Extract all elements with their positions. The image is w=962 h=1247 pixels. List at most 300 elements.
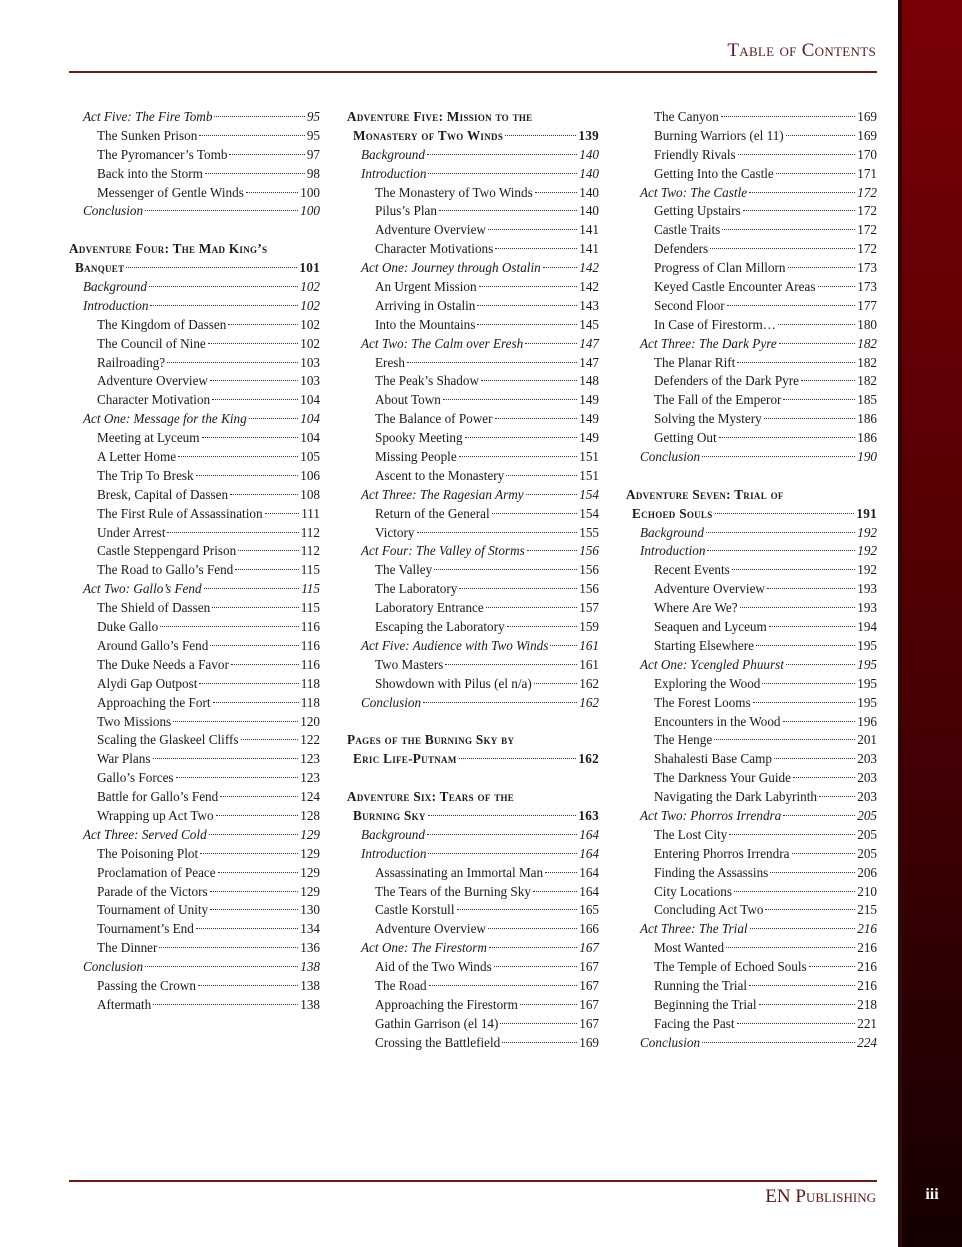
spacer [347, 713, 599, 732]
toc-entry[interactable] [626, 656, 877, 675]
toc-entry-title: Eresh [375, 354, 406, 370]
toc-entry[interactable] [69, 996, 320, 1015]
dot-leader [506, 475, 577, 476]
dot-leader [428, 815, 577, 816]
toc-entry[interactable] [69, 108, 320, 127]
toc-entry[interactable] [69, 901, 320, 920]
toc-page-number: 216 [857, 940, 877, 956]
toc-entry[interactable] [69, 542, 320, 561]
toc-page-number: 169 [857, 109, 877, 124]
toc-entry[interactable] [69, 372, 320, 391]
toc-entry[interactable] [69, 146, 320, 165]
toc-page-number: 101 [299, 260, 320, 276]
toc-entry-title: Exploring the Wood [654, 675, 761, 691]
dot-leader [702, 456, 855, 457]
toc-entry[interactable] [626, 580, 877, 599]
toc-entry[interactable] [69, 731, 320, 750]
toc-entry-title: Around Gallo’s Fend [97, 637, 209, 653]
dot-leader [434, 569, 577, 570]
toc-entry-title: Getting Upstairs [654, 203, 741, 219]
toc-entry[interactable] [626, 713, 877, 732]
toc-section-heading[interactable] [347, 127, 599, 146]
toc-entry[interactable] [347, 826, 599, 845]
toc-page-number: 205 [857, 826, 877, 842]
toc-section-heading[interactable] [347, 807, 599, 826]
dot-leader [235, 569, 298, 570]
toc-entry[interactable] [69, 184, 320, 203]
toc-entry[interactable] [347, 259, 599, 278]
toc-page-number: 173 [857, 279, 877, 295]
toc-entry[interactable] [69, 580, 320, 599]
toc-entry-title: Act Three: The Trial [640, 921, 748, 937]
toc-entry[interactable] [626, 278, 877, 297]
toc-entry-title: Getting Out [654, 430, 717, 446]
dot-leader [786, 664, 855, 665]
toc-entry[interactable] [69, 713, 320, 732]
toc-entry[interactable] [69, 561, 320, 580]
toc-entry[interactable] [347, 184, 599, 203]
toc-entry-title: Character Motivation [97, 392, 211, 408]
toc-entry[interactable] [69, 750, 320, 769]
toc-page-number: 108 [300, 486, 320, 502]
toc-entry-title: Spooky Meeting [375, 430, 463, 446]
toc-entry-title: Introduction [83, 297, 149, 313]
toc-page-number: 129 [300, 864, 320, 880]
toc-entry-title: Proclamation of Peace [97, 864, 216, 880]
dot-leader [494, 966, 577, 967]
toc-entry[interactable] [347, 429, 599, 448]
toc-entry[interactable] [347, 958, 599, 977]
toc-entry[interactable] [626, 826, 877, 845]
dot-leader [439, 210, 577, 211]
toc-entry[interactable] [626, 901, 877, 920]
toc-entry-title: Echoed Souls [632, 505, 713, 521]
toc-entry[interactable] [347, 580, 599, 599]
toc-page-number: 140 [579, 165, 599, 181]
dot-leader [445, 664, 577, 665]
dot-leader [202, 437, 299, 438]
toc-page-number: 162 [578, 751, 599, 767]
toc-entry[interactable] [69, 127, 320, 146]
dot-leader [178, 456, 298, 457]
toc-entry-title: In Case of Firestorm… [654, 316, 776, 332]
toc-entry[interactable] [626, 410, 877, 429]
dot-leader [507, 626, 578, 627]
toc-entry-title: Conclusion [83, 959, 144, 975]
toc-entry[interactable] [626, 391, 877, 410]
toc-page-number: 191 [856, 505, 877, 521]
toc-entry[interactable] [69, 467, 320, 486]
toc-entry[interactable] [347, 316, 599, 335]
dot-leader [706, 532, 855, 533]
toc-entry[interactable] [626, 731, 877, 750]
toc-entry[interactable] [347, 221, 599, 240]
toc-section-heading[interactable] [347, 788, 599, 807]
toc-entry[interactable] [626, 694, 877, 713]
toc-page-number: 104 [300, 392, 320, 408]
toc-page-number: 145 [579, 316, 599, 332]
toc-entry[interactable] [69, 429, 320, 448]
toc-page-number: 136 [300, 940, 320, 956]
dot-leader [770, 872, 855, 873]
toc-entry-title: Getting Into the Castle [654, 165, 774, 181]
toc-entry[interactable] [69, 505, 320, 524]
toc-page-number: 165 [579, 902, 599, 918]
toc-entry[interactable] [347, 996, 599, 1015]
toc-entry-title: Ascent to the Monastery [375, 467, 505, 483]
toc-entry-title: The Road [375, 977, 427, 993]
toc-entry[interactable] [69, 335, 320, 354]
toc-entry[interactable] [69, 448, 320, 467]
toc-entry[interactable] [69, 864, 320, 883]
toc-page-number: 138 [300, 959, 320, 975]
dot-leader [423, 702, 577, 703]
toc-entry[interactable] [347, 656, 599, 675]
toc-entry[interactable] [69, 694, 320, 713]
toc-entry[interactable] [626, 335, 877, 354]
toc-page-number: 173 [857, 260, 877, 276]
toc-entry[interactable] [626, 524, 877, 543]
toc-entry[interactable] [626, 429, 877, 448]
dot-leader [732, 569, 855, 570]
toc-entry[interactable] [69, 637, 320, 656]
toc-entry[interactable] [69, 391, 320, 410]
dot-leader [764, 418, 856, 419]
toc-entry[interactable] [347, 297, 599, 316]
toc-entry[interactable] [626, 977, 877, 996]
toc-section-heading[interactable] [626, 486, 877, 505]
toc-entry[interactable] [626, 221, 877, 240]
toc-page-number: 190 [857, 449, 877, 465]
dot-leader [477, 324, 577, 325]
toc-entry-title: Back into the Storm [97, 165, 203, 181]
toc-entry[interactable] [626, 675, 877, 694]
dot-leader [196, 475, 299, 476]
dot-leader [173, 721, 298, 722]
toc-page-number: 205 [857, 807, 877, 823]
toc-entry[interactable] [626, 146, 877, 165]
toc-entry[interactable] [347, 845, 599, 864]
toc-entry[interactable] [69, 618, 320, 637]
toc-page-number: 167 [579, 977, 599, 993]
toc-entry-title: Shahalesti Base Camp [654, 751, 772, 767]
toc-page-number: 151 [579, 449, 599, 465]
toc-entry[interactable] [626, 864, 877, 883]
toc-entry-title: The Pyromancer’s Tomb [97, 146, 228, 162]
dot-leader [246, 192, 298, 193]
toc-entry[interactable] [626, 637, 877, 656]
toc-entry[interactable] [347, 694, 599, 713]
toc-entry[interactable] [626, 561, 877, 580]
toc-entry[interactable] [347, 240, 599, 259]
toc-section-heading[interactable] [347, 731, 599, 750]
toc-page-number: 195 [857, 675, 877, 691]
dot-leader [145, 966, 298, 967]
toc-page-number: 97 [306, 146, 320, 162]
toc-entry-title: Act Four: The Valley of Storms [361, 543, 525, 559]
toc-entry[interactable] [626, 599, 877, 618]
toc-page-number: 116 [300, 619, 320, 635]
toc-entry-title: Conclusion [640, 1034, 701, 1050]
toc-entry-title: Burning Sky [353, 807, 426, 823]
toc-page-number: 166 [579, 921, 599, 937]
toc-entry-title: Act One: Journey through Ostalin [361, 260, 541, 276]
toc-entry-title: Second Floor [654, 297, 725, 313]
toc-page-number: 148 [579, 373, 599, 389]
toc-entry[interactable] [347, 618, 599, 637]
toc-page-number: 155 [579, 524, 599, 540]
toc-entry[interactable] [347, 939, 599, 958]
toc-entry-title: The Darkness Your Guide [654, 770, 791, 786]
dot-leader [505, 135, 576, 136]
toc-entry[interactable] [69, 354, 320, 373]
toc-entry[interactable] [626, 618, 877, 637]
toc-entry[interactable] [626, 184, 877, 203]
toc-entry[interactable] [69, 675, 320, 694]
toc-entry-title: Encounters in the Wood [654, 713, 781, 729]
dot-leader [214, 116, 304, 117]
toc-entry[interactable] [69, 807, 320, 826]
toc-entry[interactable] [626, 788, 877, 807]
dot-leader [160, 626, 299, 627]
toc-entry[interactable] [347, 524, 599, 543]
dot-leader [465, 437, 578, 438]
toc-entry[interactable] [347, 372, 599, 391]
toc-entry-title: Messenger of Gentle Winds [97, 184, 244, 200]
toc-entry[interactable] [347, 977, 599, 996]
toc-entry[interactable] [347, 561, 599, 580]
dot-leader [765, 909, 855, 910]
toc-entry[interactable] [347, 410, 599, 429]
toc-entry[interactable] [626, 297, 877, 316]
toc-page-number: 169 [579, 1034, 599, 1050]
toc-entry[interactable] [626, 996, 877, 1015]
toc-section-heading[interactable] [626, 505, 877, 524]
toc-entry[interactable] [69, 883, 320, 902]
toc-page-number: 170 [857, 146, 877, 162]
dot-leader [793, 777, 855, 778]
toc-entry[interactable] [347, 901, 599, 920]
toc-entry[interactable] [626, 316, 877, 335]
toc-entry[interactable] [347, 467, 599, 486]
toc-section-heading[interactable] [69, 259, 320, 278]
dot-leader [212, 399, 298, 400]
toc-entry-title: Adventure Overview [654, 581, 765, 597]
dot-leader [459, 758, 577, 759]
dot-leader [734, 891, 855, 892]
toc-entry-title: Castle Korstull [375, 902, 455, 918]
toc-page-number: 129 [300, 826, 320, 842]
dot-leader [231, 664, 299, 665]
toc-entry[interactable] [347, 505, 599, 524]
dot-leader [216, 815, 299, 816]
toc-entry[interactable] [347, 599, 599, 618]
toc-entry[interactable] [626, 845, 877, 864]
toc-entry-title: Act Two: The Castle [640, 184, 748, 200]
toc-page-number: 167 [579, 940, 599, 956]
toc-entry[interactable] [626, 542, 877, 561]
dot-leader [492, 513, 578, 514]
toc-entry-title: Scaling the Glaskeel Cliffs [97, 732, 239, 748]
toc-entry[interactable] [69, 920, 320, 939]
dot-leader [428, 173, 577, 174]
toc-entry[interactable] [69, 939, 320, 958]
toc-entry[interactable] [626, 259, 877, 278]
toc-page-number: 172 [857, 184, 877, 200]
toc-entry[interactable] [69, 845, 320, 864]
toc-entry[interactable] [626, 127, 877, 146]
toc-page-number: 162 [579, 675, 599, 691]
toc-section-heading[interactable] [69, 240, 320, 259]
toc-entry[interactable] [69, 826, 320, 845]
toc-entry[interactable] [347, 675, 599, 694]
toc-entry[interactable] [347, 864, 599, 883]
toc-page-number: 104 [300, 411, 320, 427]
toc-entry-title: Most Wanted [654, 940, 725, 956]
toc-entry[interactable] [69, 788, 320, 807]
toc-entry[interactable] [347, 883, 599, 902]
dot-leader [150, 305, 298, 306]
toc-page-number: 147 [579, 335, 599, 351]
toc-page-number: 186 [857, 430, 877, 446]
dot-leader [199, 683, 298, 684]
toc-entry-title: Monastery of Two Winds [353, 127, 504, 143]
toc-entry[interactable] [626, 1015, 877, 1034]
dot-leader [779, 343, 856, 344]
dot-leader [550, 645, 577, 646]
toc-entry-title: The Henge [654, 732, 713, 748]
dot-leader [459, 456, 578, 457]
toc-page-number: 216 [857, 959, 877, 975]
toc-entry[interactable] [626, 769, 877, 788]
toc-entry-title: An Urgent Mission [375, 279, 477, 295]
dot-leader [525, 343, 577, 344]
toc-entry[interactable] [347, 202, 599, 221]
page-title: Table of Contents [727, 40, 876, 61]
toc-entry[interactable] [69, 769, 320, 788]
toc-page-number: 147 [579, 354, 599, 370]
toc-page-number: 118 [300, 694, 320, 710]
toc-entry[interactable] [347, 165, 599, 184]
toc-entry[interactable] [347, 1034, 599, 1053]
page-number: iii [925, 1186, 939, 1203]
toc-entry[interactable] [69, 278, 320, 297]
toc-entry[interactable] [347, 278, 599, 297]
toc-entry[interactable] [626, 920, 877, 939]
toc-entry[interactable] [347, 354, 599, 373]
dot-leader [443, 399, 577, 400]
toc-entry[interactable] [69, 958, 320, 977]
toc-entry[interactable] [69, 599, 320, 618]
toc-page-number: 167 [579, 959, 599, 975]
toc-entry[interactable] [69, 410, 320, 429]
toc-entry[interactable] [69, 165, 320, 184]
toc-entry[interactable] [626, 807, 877, 826]
toc-entry-title: Entering Phorros Irrendra [654, 845, 790, 861]
toc-entry[interactable] [69, 486, 320, 505]
toc-page-number: 123 [300, 751, 320, 767]
toc-entry-title: The Duke Needs a Favor [97, 656, 229, 672]
toc-page-number: 129 [300, 845, 320, 861]
toc-entry-title: Escaping the Laboratory [375, 619, 505, 635]
toc-page-number: 154 [579, 505, 599, 521]
toc-entry[interactable] [626, 939, 877, 958]
toc-page-number: 182 [857, 373, 877, 389]
toc-entry-title: Defenders of the Dark Pyre [654, 373, 800, 389]
toc-page-number: 192 [857, 524, 877, 540]
toc-entry[interactable] [347, 920, 599, 939]
dot-leader [459, 588, 577, 589]
toc-entry-title: The Lost City [654, 826, 728, 842]
toc-entry[interactable] [626, 958, 877, 977]
toc-entry[interactable] [626, 165, 877, 184]
toc-entry-title: The Planar Rift [654, 354, 736, 370]
toc-page-number: 120 [300, 713, 320, 729]
dot-leader [176, 777, 299, 778]
toc-entry-title: Introduction [640, 543, 706, 559]
toc-entry[interactable] [626, 108, 877, 127]
toc-entry[interactable] [626, 448, 877, 467]
toc-page-number: 103 [300, 354, 320, 370]
toc-section-heading[interactable] [347, 108, 599, 127]
toc-entry[interactable] [347, 1015, 599, 1034]
toc-page-number: 192 [857, 562, 877, 578]
toc-entry-title: Background [361, 826, 425, 842]
dot-leader [488, 229, 577, 230]
dot-leader [710, 248, 855, 249]
toc-entry[interactable] [69, 524, 320, 543]
toc-entry[interactable] [347, 335, 599, 354]
toc-entry-title: Approaching the Fort [97, 694, 211, 710]
toc-page-number: 193 [857, 581, 877, 597]
toc-entry-title: The First Rule of Assassination [97, 505, 263, 521]
toc-entry-title: Concluding Act Two [654, 902, 764, 918]
dot-leader [527, 550, 577, 551]
toc-entry-title: War Plans [97, 751, 151, 767]
toc-section-heading[interactable] [347, 750, 599, 769]
toc-entry[interactable] [69, 656, 320, 675]
toc-entry[interactable] [626, 372, 877, 391]
toc-page-number: 157 [579, 600, 599, 616]
toc-page-number: 104 [300, 430, 320, 446]
dot-leader [543, 267, 578, 268]
toc-entry[interactable] [626, 240, 877, 259]
toc-entry[interactable] [69, 316, 320, 335]
dot-leader [738, 154, 856, 155]
dot-leader [762, 683, 855, 684]
toc-entry[interactable] [347, 542, 599, 561]
toc-entry[interactable] [626, 883, 877, 902]
toc-entry[interactable] [347, 486, 599, 505]
toc-entry[interactable] [347, 391, 599, 410]
dot-leader [756, 645, 855, 646]
toc-entry[interactable] [626, 354, 877, 373]
toc-entry[interactable] [347, 448, 599, 467]
dot-leader [535, 192, 577, 193]
toc-entry[interactable] [347, 146, 599, 165]
toc-entry[interactable] [347, 637, 599, 656]
toc-entry[interactable] [626, 750, 877, 769]
dot-leader [776, 173, 855, 174]
dot-leader [210, 909, 298, 910]
dot-leader [727, 305, 856, 306]
toc-entry[interactable] [69, 202, 320, 221]
dot-leader [230, 494, 298, 495]
toc-entry[interactable] [69, 297, 320, 316]
toc-entry[interactable] [69, 977, 320, 996]
toc-entry[interactable] [626, 202, 877, 221]
toc-entry[interactable] [626, 1034, 877, 1053]
